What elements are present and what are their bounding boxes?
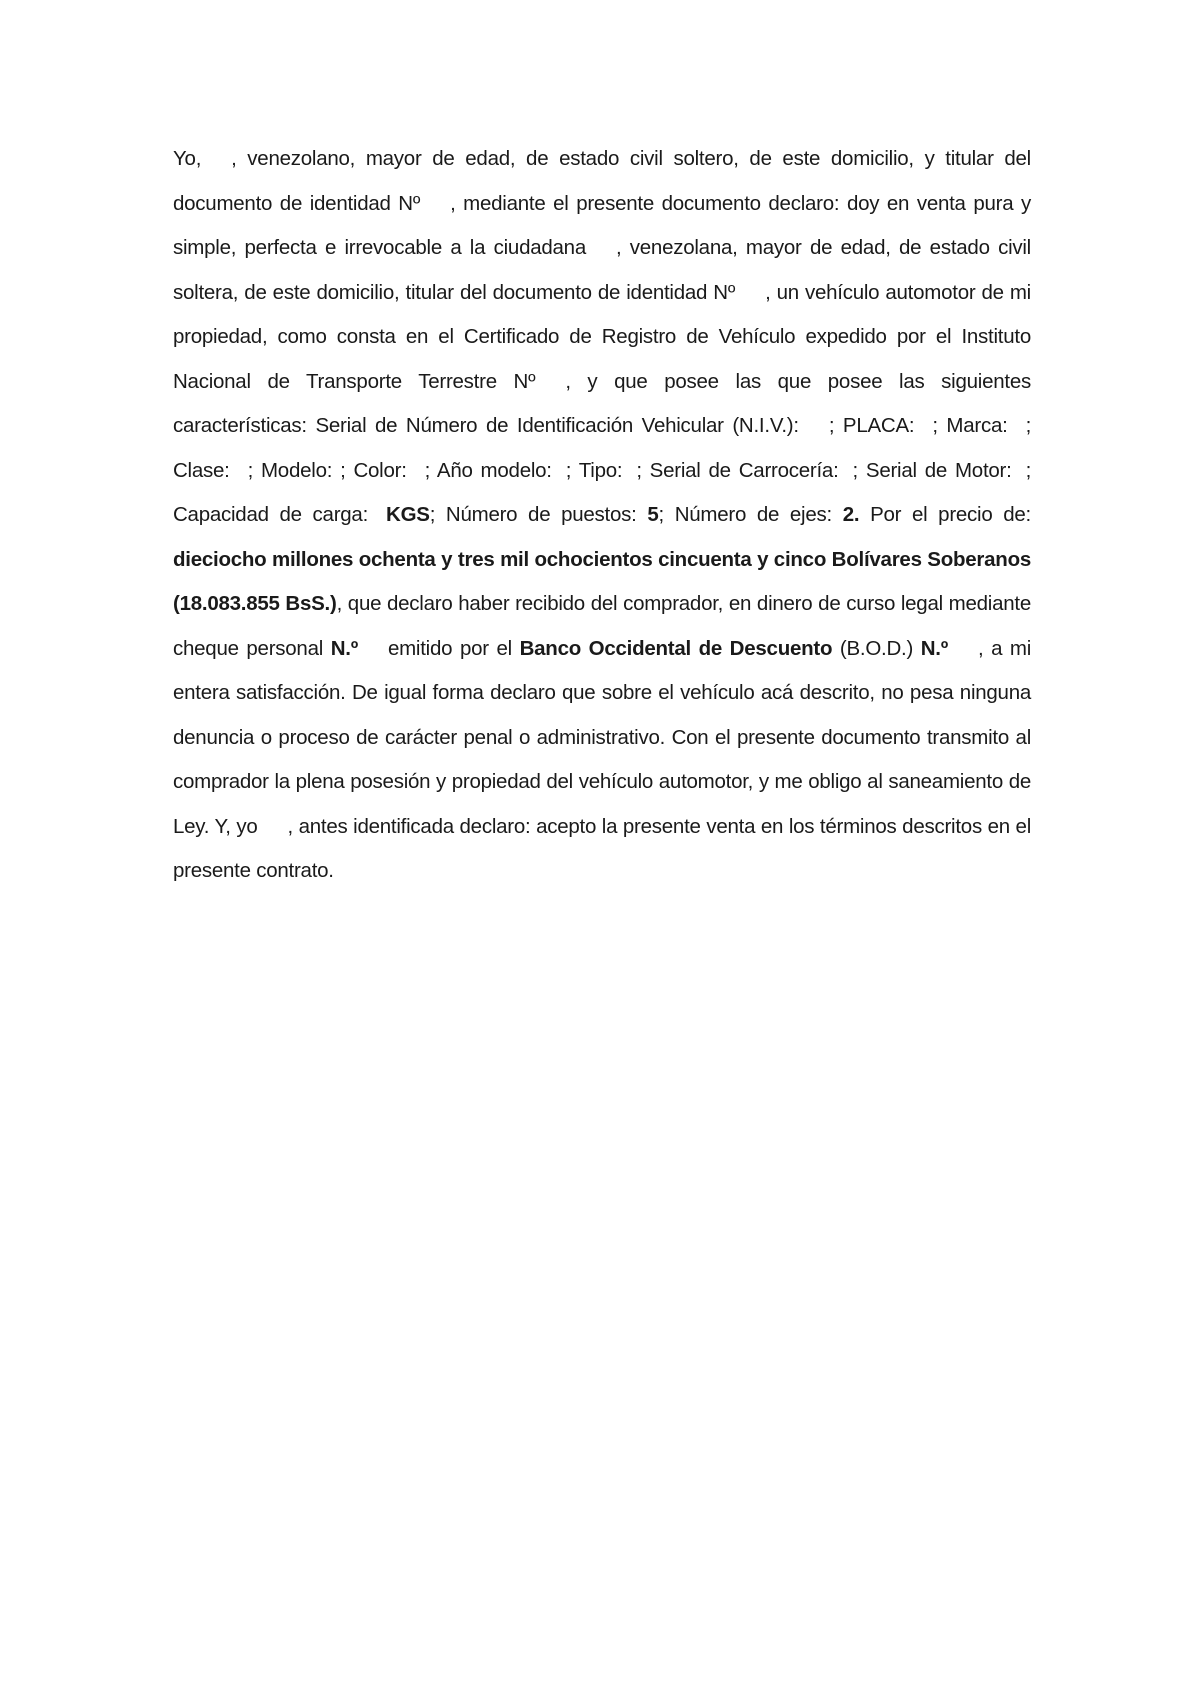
text-run: ; Tipo:	[565, 458, 623, 482]
text-run: ; Clase:	[173, 414, 1032, 482]
text-run: , antes identificada declaro: acepto la presente venta en los términos descritos en el presente contrato.	[173, 814, 1031, 882]
text-run: emitido por el	[387, 636, 512, 660]
text-run: ; Serial de Carrocería:	[636, 458, 839, 482]
text-run-bold: KGS	[386, 503, 430, 526]
text-run: ; Modelo:	[247, 458, 333, 482]
text-run: ; Color:	[340, 458, 407, 482]
text-run: ; Marca:	[932, 414, 1008, 437]
text-run: , y que posee las que posee las siguientes características: Serial de Número de Identificación Vehicular (N.I.V.):	[173, 369, 1031, 437]
text-run: ; Serial de Motor:	[852, 458, 1012, 482]
text-run-bold: 5	[647, 503, 659, 526]
text-run: , que declaro haber recibido del comprador, en dinero de curso legal mediante cheque personal	[173, 592, 1031, 660]
text-run: , venezolano, mayor de edad, de estado civil soltero, de este domicilio, y titular del documento de identidad Nº	[173, 147, 1031, 215]
text-run: ; Capacidad de carga:	[173, 458, 1032, 526]
price-amount: dieciocho millones ochenta y tres mil ochocientos cincuenta y cinco Bolívares Soberanos (18.083.855 BsS.)	[173, 547, 1031, 615]
text-run: ; PLACA:	[828, 414, 915, 437]
text-run: Yo,	[173, 147, 202, 170]
text-run: (B.O.D.)	[839, 636, 914, 660]
text-run: ; Año modelo:	[424, 458, 552, 482]
text-run: , a mi entera satisfacción. De igual forma declaro que sobre el vehículo acá descrito, no pesa ninguna denuncia o proceso de carácter penal o administrativo. Con el presente documento transmito al comprador la plena posesión y propiedad del vehículo automotor, y me obligo al saneamiento de Ley. Y, yo	[173, 636, 1031, 838]
text-run-bold: N.º	[330, 636, 358, 660]
text-run-bold: N.º	[920, 636, 948, 660]
bank-name: Banco Occidental de Descuento	[519, 636, 833, 660]
text-run: , venezolana, mayor de edad, de estado civil soltera, de este domicilio, titular del documento de identidad Nº	[173, 236, 1031, 304]
text-run: , un vehículo automotor de mi propiedad, como consta en el Certificado de Registro de Vehículo expedido por el Instituto Nacional de Transporte Terrestre Nº	[173, 280, 1031, 393]
text-run: Por el precio de:	[870, 503, 1031, 526]
sale-declaration-paragraph	[173, 137, 1031, 894]
contract-body	[173, 137, 1031, 894]
text-run-bold: 2.	[842, 503, 860, 526]
text-run: ; Número de puestos:	[429, 503, 637, 526]
text-run: ; Número de ejes:	[658, 503, 832, 526]
text-run: , mediante el presente documento declaro: doy en venta pura y simple, perfecta e irrevocable a la ciudadana	[173, 191, 1031, 259]
